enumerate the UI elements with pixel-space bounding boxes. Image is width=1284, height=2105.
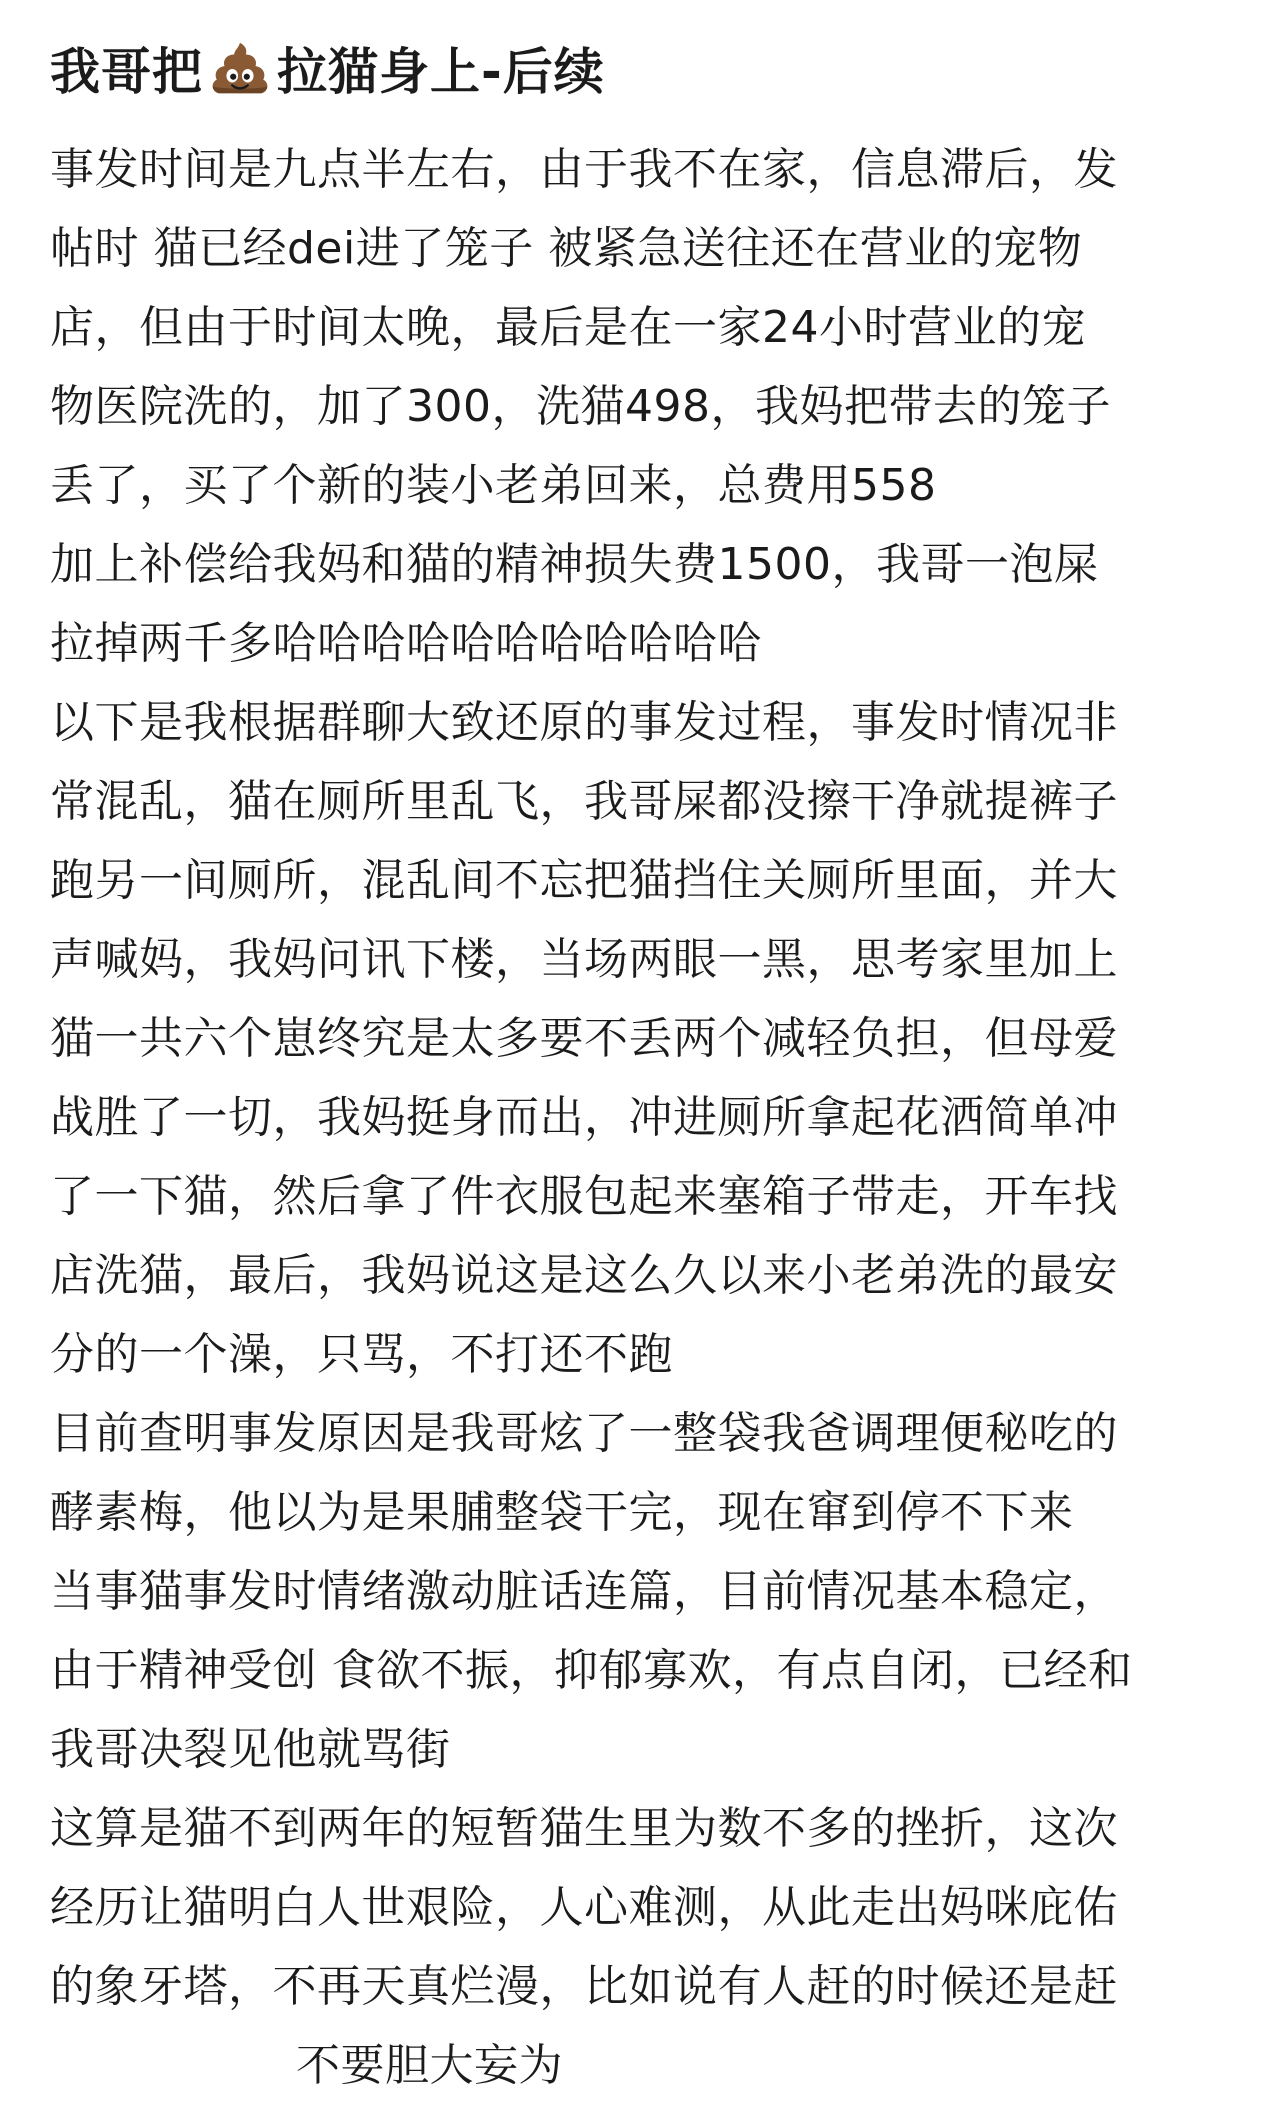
body-line: 拉掉两千多哈哈哈哈哈哈哈哈哈哈哈 xyxy=(50,618,762,669)
poop-emoji-icon xyxy=(209,37,271,99)
body-line: 战胜了一切，我妈挺身而出，冲进厕所拿起花洒简单冲 xyxy=(50,1092,1118,1143)
body-line: 分的一个澡，只骂，不打还不跑 xyxy=(50,1329,673,1380)
body-line: 了一下猫，然后拿了件衣服包起来塞箱子带走，开车找 xyxy=(50,1171,1118,1222)
body-line: 加上补偿给我妈和猫的精神损失费1500，我哥一泡屎 xyxy=(50,539,1099,590)
body-line: 店，但由于时间太晚，最后是在一家24小时营业的宠 xyxy=(50,302,1086,353)
body-line: 声喊妈，我妈问讯下楼，当场两眼一黑，思考家里加上 xyxy=(50,934,1118,985)
body-line: 丢了，买了个新的装小老弟回来，总费用558 xyxy=(50,460,937,511)
body-line: 事发时间是九点半左右，由于我不在家，信息滞后，发 xyxy=(50,144,1118,195)
body-line: 当事猫事发时情绪激动脏话连篇，目前情况基本稳定， xyxy=(50,1566,1118,1617)
body-line: 由于精神受创 食欲不振，抑郁寡欢，有点自闭，已经和 xyxy=(50,1645,1133,1696)
body-line: 我哥决裂见他就骂街 xyxy=(50,1724,451,1775)
body-line: 以下是我根据群聊大致还原的事发过程，事发时情况非 xyxy=(50,697,1118,748)
body-line: 常混乱，猫在厕所里乱飞，我哥屎都没擦干净就提裤子 xyxy=(50,776,1118,827)
post-title-part2: 拉猫身上-后续 xyxy=(277,43,605,101)
body-line: 经历让猫明白人世艰险，人心难测，从此走出妈咪庇佑 xyxy=(50,1882,1118,1933)
body-line: 帖时 猫已经dei进了笼子 被紧急送往还在营业的宠物 xyxy=(50,223,1083,274)
body-line: 这算是猫不到两年的短暂猫生里为数不多的挫折，这次 xyxy=(50,1803,1118,1854)
post-title-part1: 我哥把 xyxy=(50,43,203,101)
body-line: 不要胆大妄为 xyxy=(296,2040,563,2091)
body-line: 物医院洗的，加了300，洗猫498，我妈把带去的笼子 xyxy=(50,381,1111,432)
body-line: 酵素梅，他以为是果脯整袋干完，现在窜到停不下来 xyxy=(50,1487,1074,1538)
body-line: 目前查明事发原因是我哥炫了一整袋我爸调理便秘吃的 xyxy=(50,1408,1118,1459)
post-title xyxy=(50,22,1252,114)
post-body xyxy=(50,130,1252,2105)
body-line: 猫一共六个崽终究是太多要不丢两个减轻负担，但母爱 xyxy=(50,1013,1118,1064)
body-line: 的象牙塔，不再天真烂漫，比如说有人赶的时候还是赶 xyxy=(50,1961,1118,2012)
body-line: 跑另一间厕所，混乱间不忘把猫挡住关厕所里面，并大 xyxy=(50,855,1118,906)
body-line: 店洗猫，最后，我妈说这是这么久以来小老弟洗的最安 xyxy=(50,1250,1118,1301)
